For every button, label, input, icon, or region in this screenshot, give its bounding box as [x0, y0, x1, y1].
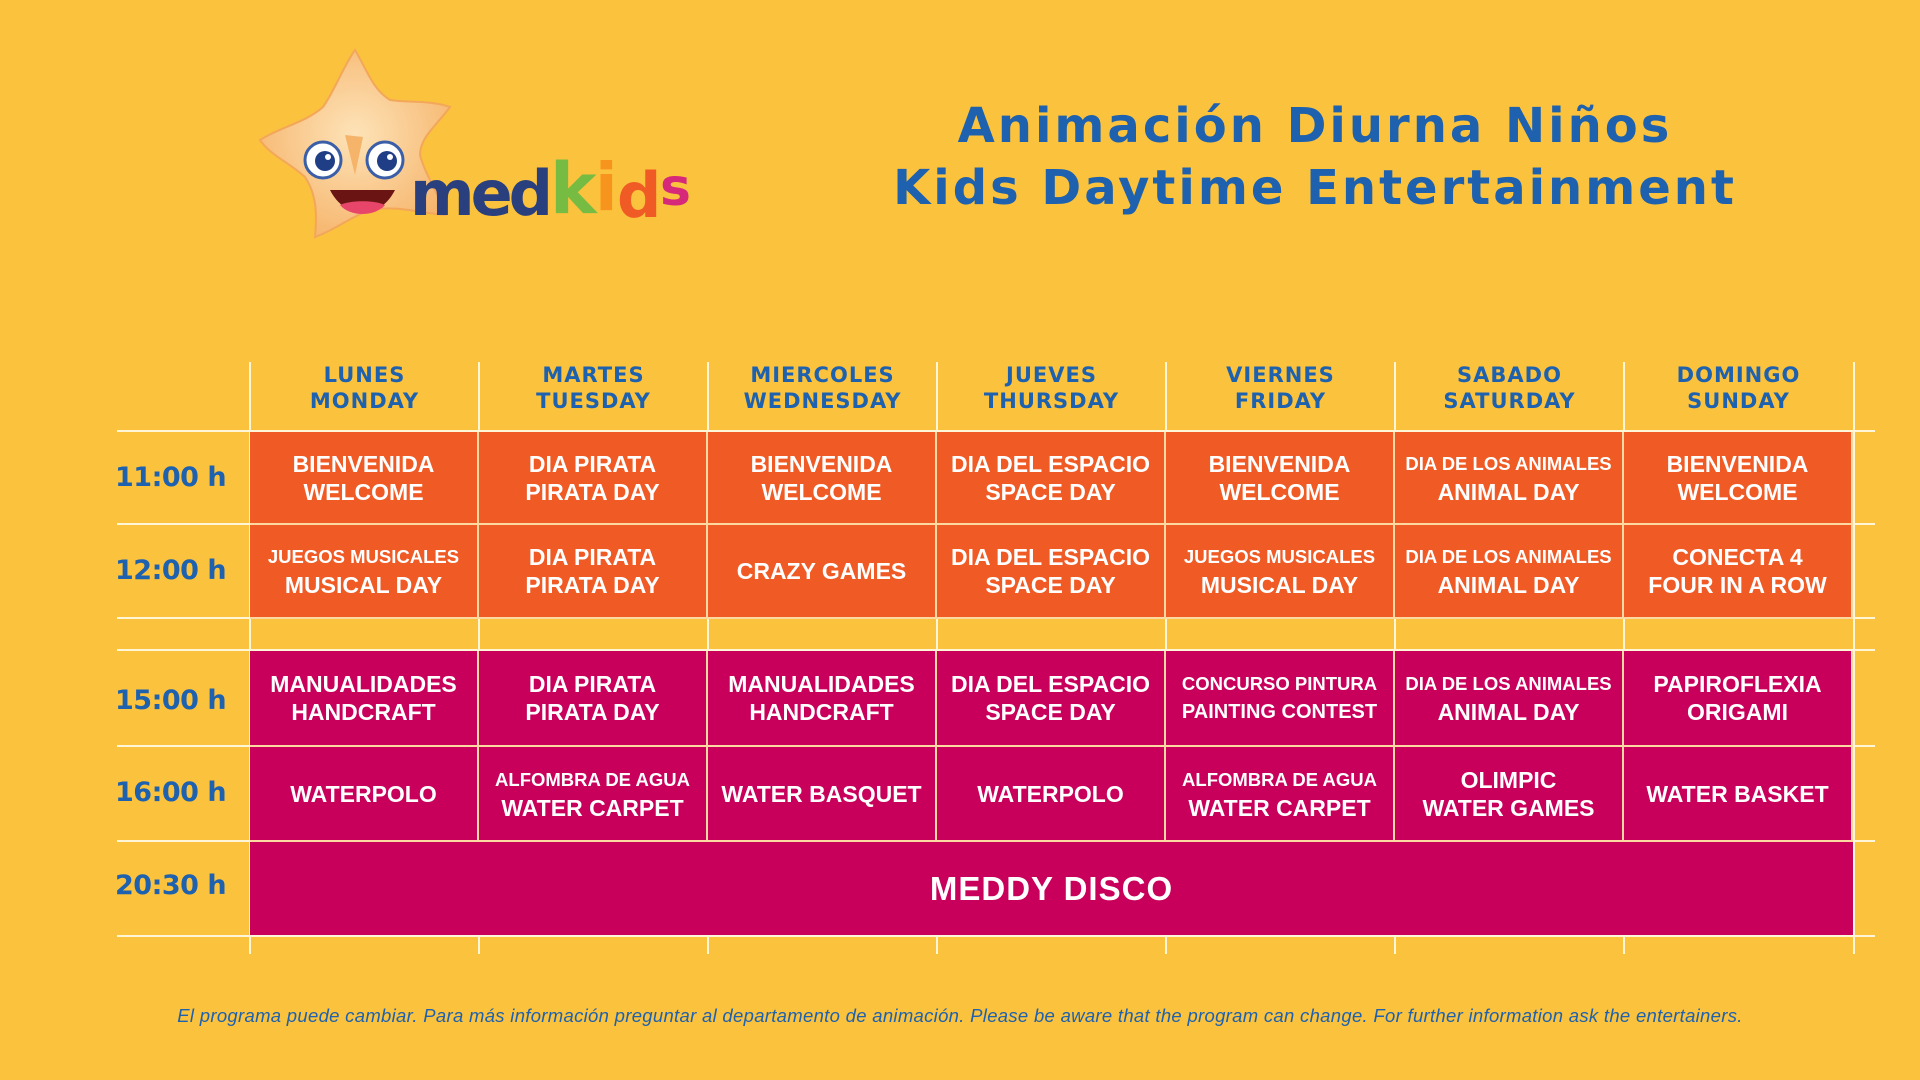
activity-cell: DIA PIRATA PIRATA DAY: [479, 525, 708, 619]
day-es: JUEVES: [1006, 363, 1097, 387]
activity-cell: DIA PIRATA PIRATA DAY: [479, 651, 708, 747]
time-label: 12:00 h: [115, 555, 227, 586]
time-label: 16:00 h: [115, 777, 227, 808]
time-label: 20:30 h: [115, 870, 227, 901]
activity-cell: JUEGOS MUSICALES MUSICAL DAY: [250, 525, 479, 619]
svg-text:i: i: [595, 149, 618, 226]
logo-text-med: med: [410, 157, 550, 230]
activity-cell: WATERPOLO: [250, 747, 479, 842]
activity-cell: PAPIROFLEXIA ORIGAMI: [1624, 651, 1853, 747]
day-header-wednesday: [708, 362, 937, 420]
activity-cell: BIENVENIDA WELCOME: [1624, 432, 1853, 525]
grid-line: [1853, 362, 1855, 954]
day-en: WEDNESDAY: [743, 389, 902, 413]
day-header-saturday: [1395, 362, 1624, 420]
svg-text:s: s: [660, 158, 691, 218]
title-line-en: Kids Daytime Entertainment: [893, 160, 1737, 216]
activity-cell: DIA DEL ESPACIO SPACE DAY: [937, 651, 1166, 747]
day-es: LUNES: [323, 363, 406, 387]
day-es: SABADO: [1457, 363, 1562, 387]
activity-cell: DIA DEL ESPACIO SPACE DAY: [937, 525, 1166, 619]
activity-cell: BIENVENIDA WELCOME: [708, 432, 937, 525]
activity-cell: CONCURSO PINTURA PAINTING CONTEST: [1166, 651, 1395, 747]
day-es: MIERCOLES: [750, 363, 895, 387]
day-en: SATURDAY: [1443, 389, 1576, 413]
day-en: THURSDAY: [983, 389, 1120, 413]
medkids-logo: [255, 45, 715, 245]
title-line-es: Animación Diurna Niños: [957, 98, 1673, 154]
activity-cell: DIA DE LOS ANIMALES ANIMAL DAY: [1395, 432, 1624, 525]
activity-cell: CRAZY GAMES: [708, 525, 937, 619]
activity-cell: WATERPOLO: [937, 747, 1166, 842]
activity-cell: JUEGOS MUSICALES MUSICAL DAY: [1166, 525, 1395, 619]
activity-cell: ALFOMBRA DE AGUA WATER CARPET: [1166, 747, 1395, 842]
day-es: MARTES: [542, 363, 645, 387]
activity-cell: WATER BASQUET: [708, 747, 937, 842]
day-en: FRIDAY: [1234, 389, 1327, 413]
activity-cell: OLIMPIC WATER GAMES: [1395, 747, 1624, 842]
logo-text-kids: [550, 148, 691, 232]
activity-cell: MANUALIDADES HANDCRAFT: [708, 651, 937, 747]
activity-cell: DIA DEL ESPACIO SPACE DAY: [937, 432, 1166, 525]
activity-cell: DIA DE LOS ANIMALES ANIMAL DAY: [1395, 651, 1624, 747]
time-label: 11:00 h: [115, 462, 227, 493]
activity-cell: CONECTA 4 FOUR IN A ROW: [1624, 525, 1853, 619]
activity-cell: BIENVENIDA WELCOME: [250, 432, 479, 525]
day-en: SUNDAY: [1687, 389, 1790, 413]
day-header-sunday: [1624, 362, 1853, 420]
day-en: TUESDAY: [536, 389, 651, 413]
activity-cell: WATER BASKET: [1624, 747, 1853, 842]
page-title: [880, 95, 1750, 219]
day-es: DOMINGO: [1676, 363, 1801, 387]
activity-cell: DIA DE LOS ANIMALES ANIMAL DAY: [1395, 525, 1624, 619]
activity-cell: ALFOMBRA DE AGUA WATER CARPET: [479, 747, 708, 842]
grid-line: [117, 935, 1875, 937]
activity-cell: MANUALIDADES HANDCRAFT: [250, 651, 479, 747]
svg-text:k: k: [550, 148, 597, 230]
day-header-tuesday: [479, 362, 708, 420]
day-header-monday: [250, 362, 479, 420]
day-es: VIERNES: [1226, 363, 1335, 387]
footer-note: El programa puede cambiar. Para más información preguntar al departamento de animación. Please be aware that the program can change. For further information ask the entertainers.: [177, 1005, 1743, 1026]
day-header-thursday: [937, 362, 1166, 420]
day-en: MONDAY: [309, 389, 420, 413]
svg-text:d: d: [617, 159, 662, 232]
activity-cell: DIA PIRATA PIRATA DAY: [479, 432, 708, 525]
activity-cell-meddy-disco: MEDDY DISCO: [250, 842, 1853, 935]
day-header-friday: [1166, 362, 1395, 420]
activity-cell: BIENVENIDA WELCOME: [1166, 432, 1395, 525]
time-label: 15:00 h: [115, 685, 227, 716]
